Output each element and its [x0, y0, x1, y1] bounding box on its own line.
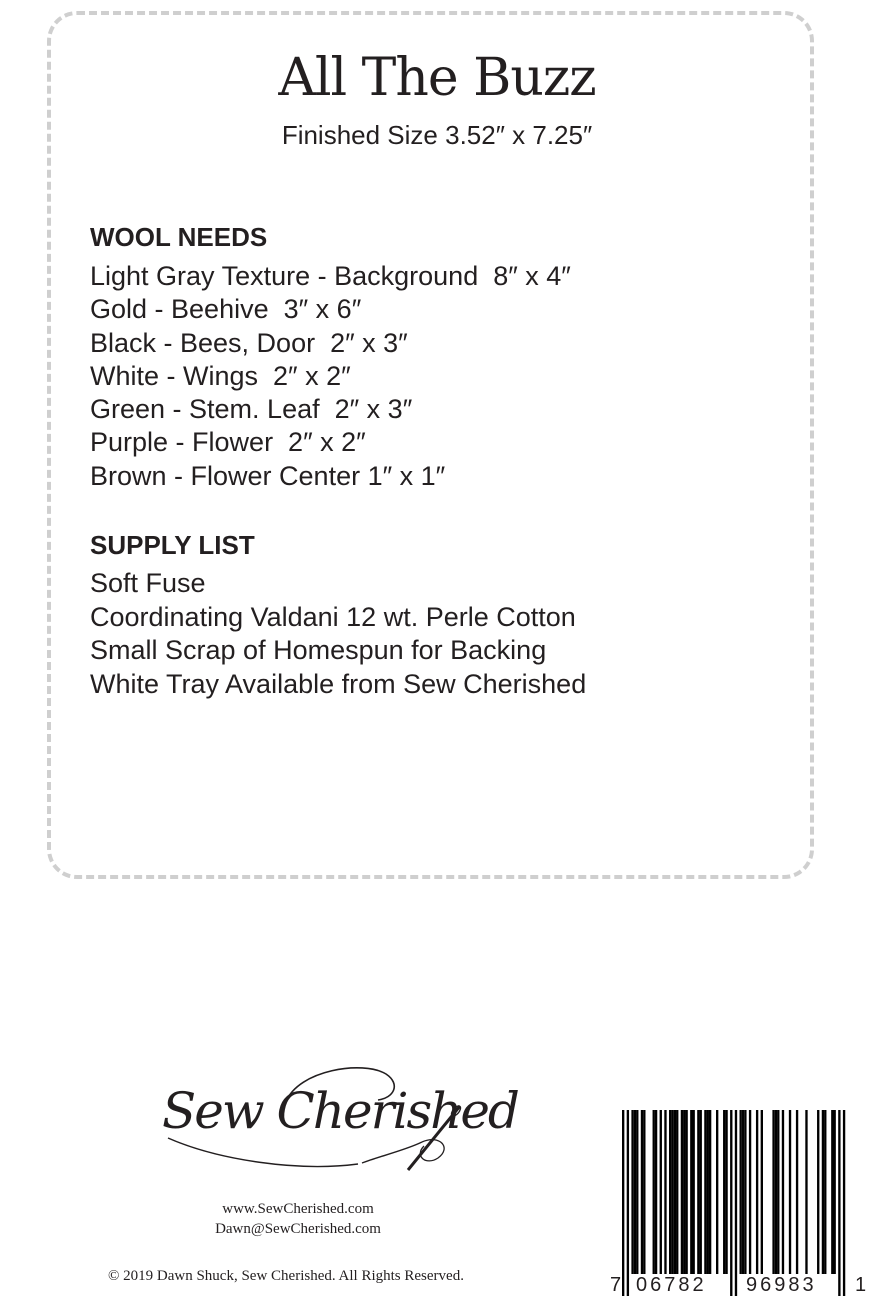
- barcode-bar: [843, 1110, 845, 1296]
- barcode-bar: [676, 1110, 678, 1274]
- list-item: Small Scrap of Homespun for Backing: [90, 635, 547, 665]
- barcode-bar: [643, 1110, 645, 1274]
- list-item: White Tray Available from Sew Cherished: [90, 668, 587, 699]
- barcode-bar: [690, 1110, 692, 1274]
- barcode-bar: [655, 1110, 657, 1274]
- barcode-bar: [716, 1110, 718, 1274]
- barcode-bar: [723, 1110, 725, 1274]
- list-item: Green - Stem. Leaf 2″ x 3″: [90, 394, 413, 425]
- barcode-bars: [606, 1106, 868, 1300]
- barcode-bar: [685, 1110, 687, 1274]
- barcode-check-digit: 1: [855, 1274, 870, 1296]
- list-item: Gold - Beehive 3″ x 6″: [90, 294, 362, 325]
- barcode-bar: [789, 1110, 791, 1274]
- barcode-bar: [742, 1110, 744, 1274]
- barcode: [606, 1106, 868, 1300]
- barcode-bar: [775, 1110, 777, 1274]
- barcode-bar: [805, 1110, 807, 1274]
- wool-needs-heading: WOOL NEEDS: [90, 222, 268, 252]
- sew-cherished-logo: [158, 1060, 518, 1180]
- barcode-bar: [838, 1110, 840, 1296]
- barcode-bar: [824, 1110, 826, 1274]
- barcode-bar: [735, 1110, 737, 1296]
- copyright-notice: © 2019 Dawn Shuck, Sew Cherished. All Rights Reserved.: [108, 1268, 464, 1284]
- barcode-bar: [653, 1110, 655, 1274]
- barcode-bar: [817, 1110, 819, 1274]
- barcode-bar: [777, 1110, 779, 1274]
- barcode-bar: [700, 1110, 702, 1274]
- barcode-bar: [627, 1110, 629, 1296]
- finished-size: Finished Size 3.52″ x 7.25″: [281, 120, 593, 150]
- barcode-bar: [756, 1110, 758, 1274]
- list-item: Soft Fuse: [90, 568, 206, 598]
- barcode-bar: [693, 1110, 695, 1274]
- barcode-bar: [709, 1110, 711, 1274]
- barcode-bar: [740, 1110, 742, 1274]
- email-text: Dawn@SewCherished.com: [215, 1221, 381, 1237]
- supply-list: [90, 567, 586, 701]
- barcode-bar: [669, 1110, 671, 1274]
- barcode-bar: [622, 1110, 624, 1296]
- supply-list-heading: SUPPLY LIST: [90, 530, 255, 560]
- list-item: Brown - Flower Center 1″ x 1″: [90, 460, 446, 491]
- wool-needs-list: [90, 260, 571, 493]
- barcode-bar: [834, 1110, 836, 1274]
- website-text: www.SewCherished.com: [222, 1201, 374, 1217]
- list-item: Coordinating Valdani 12 wt. Perle Cotton: [90, 601, 576, 632]
- barcode-bar: [782, 1110, 784, 1274]
- barcode-lead-digit: 7: [610, 1274, 625, 1296]
- barcode-bar: [641, 1110, 643, 1274]
- barcode-bar: [660, 1110, 662, 1274]
- pattern-title: All The Buzz: [278, 48, 596, 108]
- barcode-bar: [664, 1110, 666, 1274]
- barcode-bar: [772, 1110, 774, 1274]
- list-item: White - Wings 2″ x 2″: [90, 360, 351, 391]
- list-item: Black - Bees, Door 2″ x 3″: [90, 327, 408, 358]
- barcode-bar: [681, 1110, 683, 1274]
- barcode-bar: [761, 1110, 763, 1274]
- barcode-bar: [697, 1110, 699, 1274]
- barcode-bar: [671, 1110, 673, 1274]
- barcode-bar: [631, 1110, 633, 1274]
- barcode-bar: [730, 1110, 732, 1296]
- barcode-bar: [796, 1110, 798, 1274]
- logo-wordmark: Sew Cherished: [162, 1082, 518, 1140]
- barcode-bar: [707, 1110, 709, 1274]
- barcode-right-group: 96983: [746, 1274, 817, 1296]
- barcode-bar: [683, 1110, 685, 1274]
- barcode-bar: [822, 1110, 824, 1274]
- barcode-bar: [636, 1110, 638, 1274]
- barcode-bar: [831, 1110, 833, 1274]
- barcode-bar: [704, 1110, 706, 1274]
- list-item: Purple - Flower 2″ x 2″: [90, 427, 366, 458]
- barcode-bar: [634, 1110, 636, 1274]
- barcode-bar: [744, 1110, 746, 1274]
- barcode-bar: [725, 1110, 727, 1274]
- list-item: Light Gray Texture - Background 8″ x 4″: [90, 261, 571, 291]
- barcode-bar: [674, 1110, 676, 1274]
- barcode-bar: [749, 1110, 751, 1274]
- barcode-left-group: 06782: [636, 1274, 707, 1296]
